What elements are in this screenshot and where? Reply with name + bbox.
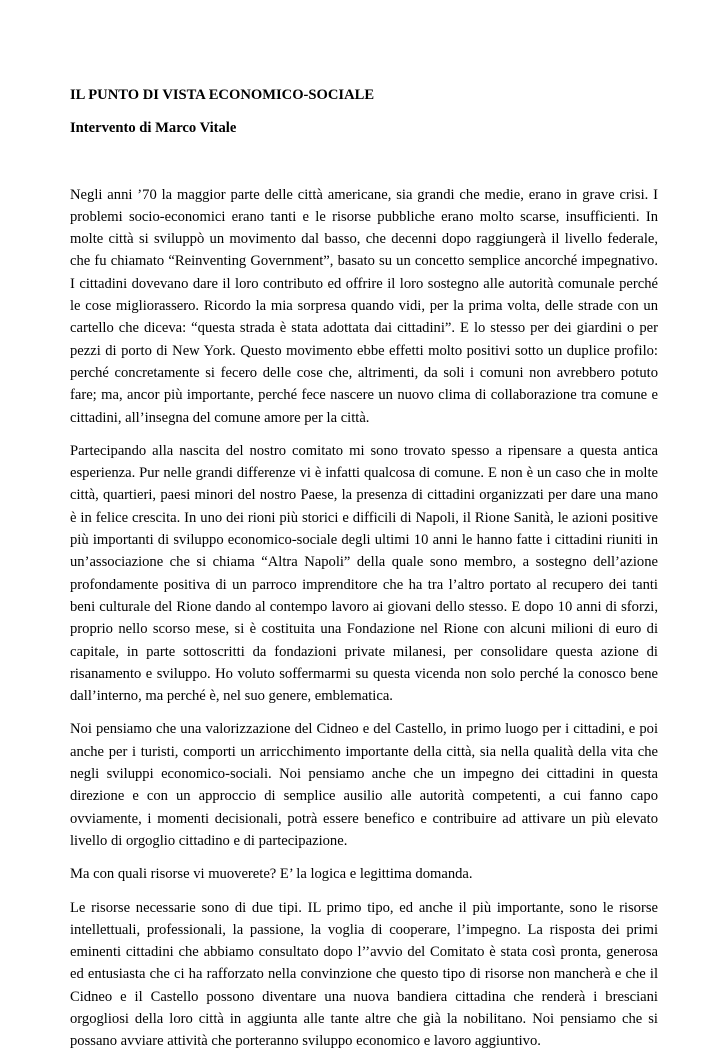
paragraph-3: Noi pensiamo che una valorizzazione del Cidneo e del Castello, in primo luogo per i cittadini, e poi anche per i turisti, comporti un arricchimento importante della città, sia nella qualità della vita che negli sviluppi economico-sociali. Noi pensiamo anche che un impegno dei cittadini in questa direzione e con un approccio di semplice ausilio alle autorità competenti, a cui fanno capo ovviamente, i momenti decisionali, potrà essere benefico e contribuire ad attivare un più elevato livello di orgoglio cittadino e di partecipazione. (70, 721, 658, 849)
document-subtitle: Intervento di Marco Vitale (70, 120, 237, 137)
document-title: IL PUNTO DI VISTA ECONOMICO-SOCIALE (70, 87, 375, 103)
paragraph-1: Negli anni ’70 la maggior parte delle città americane, sia grandi che medie, erano in grave crisi. I problemi socio-economici erano tanti e le risorse pubbliche erano molto scarse, insufficienti. In molte città si sviluppò un movimento dal basso, che decenni dopo raggiungerà il livello federale, che fu chiamato “Reinventing Government”, basato su un concetto semplice ancorché impegnativo. I cittadini dovevano dare il loro contributo ed offrire il loro sostegno alle autorità comunale perché le cose migliorassero. Ricordo la mia sorpresa quando vidi, per la prima volta, delle strade con un cartello che diceva: “questa strada è stata adottata dai cittadini”. E lo stesso per dei giardini o per pezzi di porto di New York. Questo movimento ebbe effetti molto positivi sotto un duplice profilo: perché concretamente si fecero delle cose che, altrimenti, da soli i comuni non avrebbero potuto fare; ma, ancor più importante, perché fece nascere un nuovo clima di collaborazione tra comune e cittadini, all’insegna del comune amore per la città. (70, 186, 658, 426)
paragraph-4: Ma con quali risorse vi muoverete? E’ la logica e legittima domanda. (70, 866, 473, 883)
paragraph-2: Partecipando alla nascita del nostro comitato mi sono trovato spesso a ripensare a questa antica esperienza. Pur nelle grandi differenze vi è infatti qualcosa di comune. E non è un caso che in molte città, quartieri, paesi minori del nostro Paese, la presenza di cittadini organizzati per dare una mano è in felice crescita. In uno dei rioni più storici e difficili di Napoli, il Rione Sanità, le azioni positive più importanti di sviluppo economico-sociale degli ultimi 10 anni le hanno fatte i cittadini riuniti in un’associazione che si chiama “Altra Napoli” della quale sono membro, a sostegno dell’azione profondamente positiva di un parroco imprenditore che ha tra l’altro portato al recupero dei tanti beni culturale del Rione dando al contempo lavoro ai giovani dello stesso. E dopo 10 anni di sforzi, proprio nello scorso mese, si è costituita una Fondazione nel Rione con alcuni milioni di euro di capitale, in parte sottoscritti da fondazioni private milanesi, per consolidare questa azione di risanamento e sviluppo. Ho voluto soffermarmi su questa vicenda non solo perché la conosco bene dall’interno, ma perché è, nel suo genere, emblematica. (70, 442, 658, 705)
paragraph-5: Le risorse necessarie sono di due tipi. IL primo tipo, ed anche il più importante, sono le risorse intellettuali, professionali, la passione, la voglia di cooperare, l’impegno. La risposta dei primi eminenti cittadini che abbiamo consultato dopo l’’avvio del Comitato è stata così pronta, generosa ed entusiasta che ci ha rafforzato nella convinzione che questo tipo di risorse non mancherà e che il Cidneo e il Castello possono diventare una nuova bandiera cittadina che renderà i bresciani orgogliosi della loro città in aggiunta alle tante altre che già la nobilitano. Noi pensiamo che si possano avviare attività che porteranno sviluppo economico e lavoro aggiuntivo. (70, 899, 658, 1050)
document-page (70, 84, 658, 1064)
